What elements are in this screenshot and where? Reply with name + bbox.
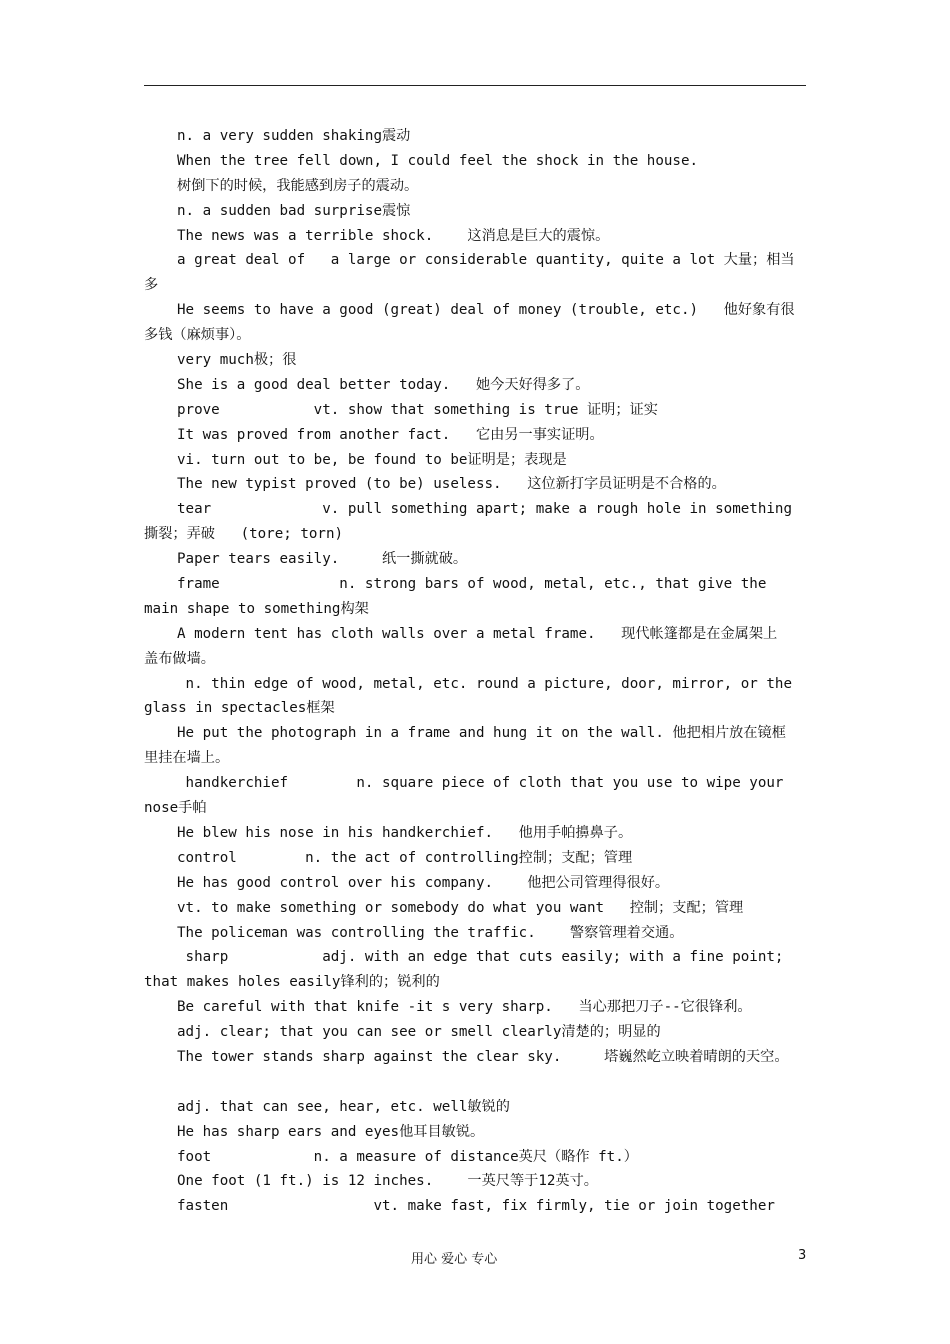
text-line: He has good control over his company. 他把公司管理得很好。 (177, 874, 670, 891)
text-line: He has sharp ears and eyes他耳目敏锐。 (177, 1123, 485, 1140)
text-line: The tower stands sharp against the clear sky. 塔巍然屹立映着晴朗的天空。 (177, 1048, 789, 1065)
text-line: 多 (144, 277, 159, 294)
text-line: tear v. pull something apart; make a rough hole in something (177, 501, 792, 518)
text-line: adj. that can see, hear, etc. well敏锐的 (177, 1098, 510, 1115)
text-line: a great deal of a large or considerable quantity, quite a lot 大量；相当 (177, 252, 795, 269)
text-line: 撕裂；弄破 (tore; torn) (144, 526, 344, 543)
text-line: She is a good deal better today. 她今天好得多了。 (177, 376, 590, 393)
text-line: 里挂在墙上。 (144, 750, 230, 767)
text-line: handkerchief n. square piece of cloth that you use to wipe your (177, 775, 784, 792)
text-line: Be careful with that knife -it s very sharp. 当心那把刀子--它很锋利。 (177, 999, 752, 1016)
text-line: fasten vt. make fast, fix firmly, tie or join together (177, 1198, 775, 1215)
text-line: He seems to have a good (great) deal of money (trouble, etc.) 他好象有很 (177, 302, 795, 319)
text-line: nose手帕 (144, 800, 207, 817)
text-line: control n. the act of controlling控制；支配；管理 (177, 849, 633, 866)
text-line: Paper tears easily. 纸一撕就破。 (177, 551, 468, 568)
footer-motto: 用心 爱心 专心 (411, 1252, 498, 1267)
text-line: frame n. strong bars of wood, metal, etc., that give the (177, 576, 767, 593)
text-line: sharp adj. with an edge that cuts easily; with a fine point; (177, 949, 784, 966)
page-number: 3 (798, 1248, 807, 1263)
text-line: He blew his nose in his handkerchief. 他用手帕擤鼻子。 (177, 824, 633, 841)
text-line: main shape to something构架 (144, 600, 369, 617)
text-line (144, 1070, 808, 1095)
text-line: The policeman was controlling the traffic. 警察管理着交通。 (177, 924, 684, 941)
text-line: 盖布做墙。 (144, 650, 215, 667)
text-line: that makes holes easily锋利的；锐利的 (144, 974, 440, 991)
text-line: n. thin edge of wood, metal, etc. round a picture, door, mirror, or the (177, 675, 792, 692)
text-line: A modern tent has cloth walls over a metal frame. 现代帐篷都是在金属架上 (177, 625, 778, 642)
text-line: The news was a terrible shock. 这消息是巨大的震惊。 (177, 227, 610, 244)
text-line: very much极；很 (177, 352, 297, 369)
text-line: vi. turn out to be, be found to be证明是；表现是 (177, 451, 567, 468)
document-body (144, 124, 808, 1219)
text-line: adj. clear; that you can see or smell clearly清楚的；明显的 (177, 1024, 661, 1041)
header-rule (144, 85, 806, 86)
text-line: vt. to make something or somebody do what you want 控制；支配；管理 (177, 899, 744, 916)
text-line: One foot (1 ft.) is 12 inches. 一英尺等于12英寸。 (177, 1173, 598, 1190)
text-line: 多钱（麻烦事）。 (144, 327, 251, 344)
text-line: glass in spectacles框架 (144, 700, 335, 717)
text-line: n. a sudden bad surprise震惊 (177, 202, 411, 219)
text-line: n. a very sudden shaking震动 (177, 128, 411, 144)
text-line: It was proved from another fact. 它由另一事实证明。 (177, 426, 604, 443)
text-line: 树倒下的时候，我能感到房子的震动。 (177, 177, 419, 194)
text-line: prove vt. show that something is true 证明；证实 (177, 401, 658, 418)
text-line: When the tree fell down, I could feel the shock in the house. (177, 152, 699, 169)
text-line: foot n. a measure of distance英尺（略作 ft.） (177, 1148, 638, 1165)
text-line: The new typist proved (to be) useless. 这位新打字员证明是不合格的。 (177, 476, 726, 493)
text-line: He put the photograph in a frame and hung it on the wall. 他把相片放在镜框 (177, 725, 786, 742)
